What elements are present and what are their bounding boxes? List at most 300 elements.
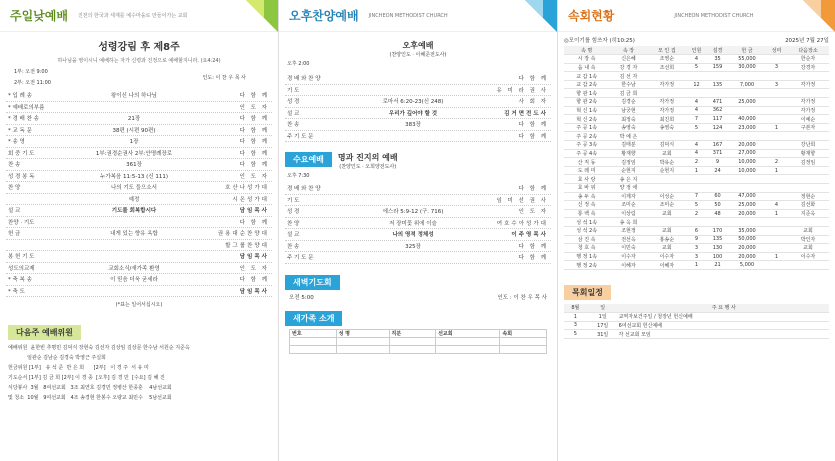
corner-decoration-light: [525, 0, 543, 18]
cell-value: 20,000: [728, 209, 766, 218]
cell-value: [686, 89, 707, 98]
order-row: [6, 251, 272, 263]
order-item-detail: 나의 영적 정체성: [392, 232, 434, 239]
cell-value: 주 공 3속: [564, 141, 609, 150]
cell-value: 각가정: [787, 98, 829, 107]
cell-value: 24: [707, 166, 728, 175]
cell-value: [707, 132, 728, 141]
order-item-name: 기 도: [287, 197, 300, 204]
order-item-name: 기 도: [287, 87, 300, 94]
cell-value: 5: [686, 123, 707, 132]
order-item-name: 성 경: [287, 99, 300, 106]
cell-value: 김정임: [609, 158, 647, 167]
order-item-name: * 교 독 문: [8, 127, 32, 134]
cell-value: [728, 218, 766, 227]
next-committee-list: [0, 340, 278, 404]
cell-value: 신 정 속: [564, 201, 609, 210]
order-item-detail: 우리가 깊어야 할 것: [388, 110, 438, 117]
cell-value: 교 갑 1속: [564, 72, 609, 81]
order-item-detail: 325장: [405, 243, 421, 250]
cell-value: 최정숙: [609, 115, 647, 124]
cell-value: 이상림: [609, 209, 647, 218]
cell-value: 55,000: [728, 55, 766, 64]
cell-value: 효 사 랑: [564, 175, 609, 184]
order-item-person: 다 함 께: [518, 255, 548, 262]
order-item-person: 다 함 께: [518, 186, 548, 193]
order-row: [285, 195, 551, 207]
order-row: [6, 125, 272, 137]
cell-value: 강난희: [787, 141, 829, 150]
cell-header-col: 속 명: [564, 46, 609, 55]
cell-value: 362: [707, 106, 728, 115]
order-item-detail: 저 장미꽃 위에 이슬: [389, 220, 437, 227]
cell-value: 20,000: [728, 141, 766, 150]
order-item-detail: 21장: [127, 116, 141, 123]
committee-line: 예배위원 윤한빈 추명민 김덕식 장현숙 김선자 김상임 김상문 한수남 서원순 지준옥: [8, 345, 190, 351]
cell-value: 교회: [648, 209, 686, 218]
order-item-name: 찬 송: [8, 162, 21, 169]
cell-value: 최진희: [648, 115, 686, 124]
schedule-value: 교역자보건주일 / 청장년 헌신예배: [619, 313, 829, 322]
cell-value: [766, 106, 787, 115]
cell-value: 4: [686, 106, 707, 115]
table-row: [564, 244, 829, 253]
cell-value: 4: [766, 201, 787, 210]
cell-value: 신은혜: [609, 55, 647, 64]
order-row: [6, 182, 272, 194]
order-item-name: 찬 송: [287, 243, 300, 250]
order-item-detail: 383장: [405, 122, 421, 129]
order-item-person: 다 함 께: [239, 127, 269, 134]
cell-value: 50,000: [728, 235, 766, 244]
cell-header-col: 다음장소: [787, 46, 829, 55]
cell-value: [787, 72, 829, 81]
cell-header: [558, 0, 835, 32]
table-row: [564, 63, 829, 72]
cell-value: [686, 132, 707, 141]
cell-value: 황재향: [609, 149, 647, 158]
cell-value: 1: [686, 166, 707, 175]
table-row: [564, 132, 829, 141]
order-item-person: 인 도 자: [239, 265, 269, 272]
morning-title: 주일낮예배: [10, 9, 68, 23]
cell-value: 교회: [648, 149, 686, 158]
order-item-name: 성 경: [287, 209, 300, 216]
order-item-person: 이주영목사: [511, 232, 548, 239]
order-item-person: 임 미 선 권 사: [496, 197, 548, 204]
cell-value: 김덕식: [648, 141, 686, 150]
cell-value: 주 공 2속: [564, 132, 609, 141]
afternoon-worship-column: [278, 0, 557, 461]
committee-line: 식당봉사 3월 8여선교회 3조 최연호 김경민 정병산 한종훈 4남선교회: [8, 385, 172, 391]
cell-value: 23,000: [728, 123, 766, 132]
table-row: [564, 209, 829, 218]
schedule-value: 3: [564, 321, 587, 330]
cell-value: [686, 72, 707, 81]
sermon-series: 성령강림 후 제8주: [98, 42, 180, 53]
order-item-name: 설 교: [287, 110, 300, 117]
cell-value: 135: [707, 80, 728, 89]
cell-value: [648, 175, 686, 184]
cell-value: 이성순: [648, 192, 686, 201]
order-item-name: 찬 송: [287, 122, 300, 129]
cell-value: 송 은 지: [609, 175, 647, 184]
table-row: [564, 226, 829, 235]
cell-value: 강 경 자: [609, 63, 647, 72]
order-item-name: * 축 도: [8, 288, 25, 295]
cell-value: 양 정 애: [609, 184, 647, 193]
order-item-person: 다 함 께: [239, 116, 269, 123]
order-item-person: 인 도 자: [239, 104, 269, 111]
newcomer-header: 성 명: [336, 329, 389, 337]
time-1: 1부: 오전 9:00: [14, 69, 48, 75]
cell-header-col: 성미: [766, 46, 787, 55]
table-row: [564, 192, 829, 201]
order-item-person: 다 함 께: [518, 122, 548, 129]
cell-value: 김 금 희: [609, 89, 647, 98]
cell-subtitle: JINCHEON METHODIST CHURCH: [674, 12, 754, 19]
standing-note: (*표는 일어서십시오): [115, 302, 163, 308]
order-item-detail: 기도를 회복합시다: [111, 208, 157, 215]
cell-value: 3: [686, 252, 707, 261]
schedule-ribbon: 목회일정: [564, 285, 611, 300]
table-row: [564, 123, 829, 132]
cell-value: [707, 72, 728, 81]
cell-title: 속회현황: [568, 9, 615, 23]
order-item-person: 할그룹찬양대: [225, 242, 269, 249]
cell-value: 도 레 미: [564, 166, 609, 175]
order-item-name: 찬양 · 기도: [8, 219, 35, 226]
order-item-person: 다 함 께: [518, 76, 548, 83]
cell-value: 1: [766, 166, 787, 175]
cell-value: [707, 175, 728, 184]
order-item-person: 담임목사: [239, 288, 269, 295]
order-item-detail: 38편 (시편 90편): [112, 127, 156, 134]
dawn-time: 오전 5:00: [289, 294, 314, 301]
cell-value: [728, 184, 766, 193]
order-row: [285, 119, 551, 131]
cell-value: 김경순: [609, 98, 647, 107]
cell-value: 남궁현: [609, 106, 647, 115]
cell-value: [787, 175, 829, 184]
cell-value: [707, 184, 728, 193]
table-row: [564, 149, 829, 158]
cell-value: 47,000: [728, 192, 766, 201]
schedule-table: [564, 304, 829, 339]
table-row: [564, 184, 829, 193]
afternoon-order: [279, 67, 557, 142]
cell-meta-right: 2025년 7월 27일: [785, 38, 829, 44]
wednesday-title: 명과 진지의 예배: [337, 153, 398, 162]
order-item-name: 찬 양: [8, 185, 21, 192]
order-item-name: 찬 양: [287, 220, 300, 227]
cell-group-column: [557, 0, 835, 461]
newcomer-header: 속회: [500, 329, 547, 337]
order-row: [6, 90, 272, 102]
cell-value: 조영순: [648, 55, 686, 64]
table-row: [564, 72, 829, 81]
table-row: [564, 98, 829, 107]
order-item-name: 설 교: [8, 208, 21, 215]
order-item-name: * 예배로의부름: [8, 104, 45, 111]
order-row: [6, 205, 272, 217]
order-item-detail: 1장: [129, 139, 139, 146]
cell-value: [787, 132, 829, 141]
order-item-person: 시온성가대: [232, 196, 269, 203]
cell-value: 각가정: [648, 106, 686, 115]
order-item-detail: 왕이신 나의 하나님: [110, 93, 157, 100]
cell-value: 7: [686, 115, 707, 124]
cell-header-col: 속 장: [609, 46, 647, 55]
cell-value: 이혜자: [609, 261, 647, 270]
worship-order: [0, 86, 278, 297]
newcomer-header: 직분: [389, 329, 436, 337]
cell-value: 박 예 은: [609, 132, 647, 141]
schedule-value: 1: [564, 313, 587, 322]
cell-value: 50: [707, 201, 728, 210]
cell-value: 송영숙: [648, 123, 686, 132]
cell-value: 조선희: [648, 63, 686, 72]
cell-value: 홍송순: [648, 235, 686, 244]
cell-value: 이예순: [787, 115, 829, 124]
cell-value: [648, 89, 686, 98]
cell-value: [787, 89, 829, 98]
cell-value: 김 선 자: [609, 72, 647, 81]
afternoon-service-sub: (찬양인도 · 이혜준전도사): [389, 52, 447, 58]
cell-value: 371: [707, 149, 728, 158]
order-row: [285, 229, 551, 241]
wednesday-sub: (찬양인도 · 오희양전도사): [339, 164, 397, 170]
cell-value: 35: [707, 55, 728, 64]
cell-value: 정현순: [787, 192, 829, 201]
order-row: [6, 263, 272, 275]
committee-line: 임관순 김남순 김경숙 박영근 주실희: [8, 355, 106, 361]
order-row: [6, 171, 272, 183]
cell-value: [707, 218, 728, 227]
order-item-name: 성 경 봉 독: [8, 173, 35, 180]
cell-value: 4: [686, 55, 707, 64]
table-row: [564, 115, 829, 124]
cell-value: 이혜자: [648, 261, 686, 270]
cell-value: 1: [766, 252, 787, 261]
wednesday-ribbon: 수요예배: [285, 152, 332, 167]
cell-value: 송 옥 희: [609, 218, 647, 227]
cell-value: [766, 175, 787, 184]
cell-value: [766, 192, 787, 201]
dawn-ribbon: 새벽기도회: [285, 275, 340, 290]
order-row: [285, 108, 551, 120]
table-row: [564, 330, 829, 339]
order-item-detail: 1부:권경순권사 2부:안명례장로: [95, 150, 173, 157]
order-item-name: 주 기 도 문: [287, 255, 314, 262]
order-row: [6, 113, 272, 125]
cell-value: 170: [707, 226, 728, 235]
cell-value: 167: [707, 141, 728, 150]
cell-value: [766, 235, 787, 244]
order-item-detail: 누가복음 11:5-13 (신 111): [100, 173, 168, 180]
cell-value: 124: [707, 123, 728, 132]
cell-value: [766, 184, 787, 193]
cell-value: [766, 98, 787, 107]
cell-value: 이수자: [609, 252, 647, 261]
newcomer-ribbon: 새가족 소개: [285, 311, 342, 326]
cell-value: 5,000: [728, 261, 766, 270]
schedule-value: 5: [564, 330, 587, 339]
morning-subtitle: 진천의 한국과 세계를 예수마을로 만들어가는 교회: [77, 13, 188, 19]
table-row: [564, 252, 829, 261]
cell-value: [766, 115, 787, 124]
schedule-header: 주 요 행 사: [619, 304, 829, 313]
order-row: [285, 183, 551, 195]
table-row: [564, 141, 829, 150]
cell-status-table: [564, 46, 829, 270]
newcomer-table: [289, 329, 547, 354]
schedule-value: 각 선교회 모임: [619, 330, 829, 339]
order-item-person: 인 도 자: [239, 173, 269, 180]
cell-value: 주 공 4속: [564, 149, 609, 158]
cell-value: [728, 89, 766, 98]
cell-value: 60: [707, 192, 728, 201]
table-row: [564, 218, 829, 227]
schedule-header: 8월: [564, 304, 587, 313]
cell-value: [766, 149, 787, 158]
cell-value: [787, 166, 829, 175]
cell-value: [766, 218, 787, 227]
wednesday-time: 오후 7:30: [287, 173, 310, 179]
cell-value: [707, 89, 728, 98]
cell-value: 48: [707, 209, 728, 218]
table-row: [564, 106, 829, 115]
corner-decoration-light: [246, 0, 264, 18]
order-item-person: 담임목사: [239, 254, 269, 261]
table-row: [564, 261, 829, 270]
cell-value: 순현지: [609, 166, 647, 175]
cell-value: [686, 175, 707, 184]
schedule-header: 일: [587, 304, 619, 313]
wednesday-order: [279, 179, 557, 264]
cell-value: [648, 184, 686, 193]
cell-value: [728, 175, 766, 184]
cell-value: 3: [766, 63, 787, 72]
cell-value: [728, 72, 766, 81]
leader: 인도: 이 찬 우 목 사: [202, 75, 246, 81]
cell-value: 5: [686, 201, 707, 210]
cell-value: 읍 내 속: [564, 63, 609, 72]
order-row: [285, 85, 551, 97]
order-item-detail: 내게 있는 향유 옥합: [110, 231, 158, 238]
morning-worship-column: [0, 0, 278, 461]
order-row: [6, 274, 272, 286]
schedule-value: 31일: [587, 330, 619, 339]
cell-value: 이민숙: [609, 244, 647, 253]
table-row: [564, 313, 829, 322]
cell-value: 25,000: [728, 201, 766, 210]
newcomer-header: 번호: [290, 329, 337, 337]
order-item-name: * 경 배 찬 송: [8, 116, 39, 123]
cell-value: 30,000: [728, 63, 766, 72]
cell-value: 10,000: [728, 166, 766, 175]
order-item-detail: 에스라 5:9-12 (구. 716): [382, 209, 444, 216]
order-item-person: 다 함 께: [239, 139, 269, 146]
order-item-name: 헌 금: [8, 231, 21, 238]
cell-value: 7: [686, 192, 707, 201]
cell-value: 성 석 1속: [564, 218, 609, 227]
cell-value: 송영숙: [609, 123, 647, 132]
cell-meta-left: ◎모이기를 힘쓰자 (히10:25): [564, 38, 635, 44]
cell-value: 청 호 속: [564, 244, 609, 253]
newcomer-header: 선교회: [436, 329, 500, 337]
table-row: [564, 89, 829, 98]
order-row: [6, 240, 272, 252]
cell-value: 주 공 1속: [564, 123, 609, 132]
order-row: [285, 241, 551, 253]
cell-value: 471: [707, 98, 728, 107]
table-row: [564, 55, 829, 64]
cell-value: 혁 신 1속: [564, 106, 609, 115]
next-committee-ribbon: 다음주 예배위원: [8, 325, 81, 340]
table-row: [564, 158, 829, 167]
order-item-person: 다 함 께: [239, 219, 269, 226]
order-row: [6, 136, 272, 148]
order-item-name: * 축 복 송: [8, 277, 32, 284]
order-item-person: 다 함 께: [518, 243, 548, 250]
order-item-detail: 361장: [126, 162, 142, 169]
cell-value: 27,000: [728, 149, 766, 158]
cell-value: 이계자: [609, 192, 647, 201]
cell-value: 지준옥: [787, 209, 829, 218]
cell-value: [766, 55, 787, 64]
order-row: [6, 102, 272, 114]
dawn-leader: 인도 : 이 찬 우 목 사: [497, 294, 547, 301]
cell-value: 각가정: [648, 80, 686, 89]
cell-value: 황재향: [787, 149, 829, 158]
order-item-person: 다 함 께: [239, 150, 269, 157]
cell-header-col: 인원: [686, 46, 707, 55]
cell-value: 성 석 2속: [564, 226, 609, 235]
cell-value: 시 장 속: [564, 55, 609, 64]
cell-value: 산 직 동: [564, 158, 609, 167]
cell-value: 향 관 2속: [564, 98, 609, 107]
cell-value: 김정임: [787, 158, 829, 167]
cell-value: 구본자: [787, 123, 829, 132]
cell-value: [648, 218, 686, 227]
order-row: [6, 148, 272, 160]
cell-value: [787, 261, 829, 270]
cell-value: 한순자: [787, 55, 829, 64]
cell-value: [766, 72, 787, 81]
cell-value: 박인자: [787, 235, 829, 244]
order-item-name: 경 배 와 찬 양: [287, 186, 321, 193]
table-row: [564, 175, 829, 184]
cell-value: 117: [707, 115, 728, 124]
cell-value: 김태분: [609, 141, 647, 150]
order-row: [6, 194, 272, 206]
cell-value: 이수자: [648, 252, 686, 261]
cell-value: 5: [686, 63, 707, 72]
cell-header-col: 설경: [707, 46, 728, 55]
order-row: [6, 228, 272, 240]
cell-value: 135: [707, 235, 728, 244]
cell-value: 9: [686, 235, 707, 244]
cell-value: [766, 226, 787, 235]
cell-value: 조미순: [609, 201, 647, 210]
order-item-name: * 송 영: [8, 139, 25, 146]
table-row: [564, 80, 829, 89]
cell-value: 혁 신 2속: [564, 115, 609, 124]
cell-value: 2: [686, 158, 707, 167]
committee-line: 헌금위원 [1부] 유 석 준 반 은 희 [2부] 이 경 주 서 유 미: [8, 365, 149, 371]
order-row: [6, 159, 272, 171]
